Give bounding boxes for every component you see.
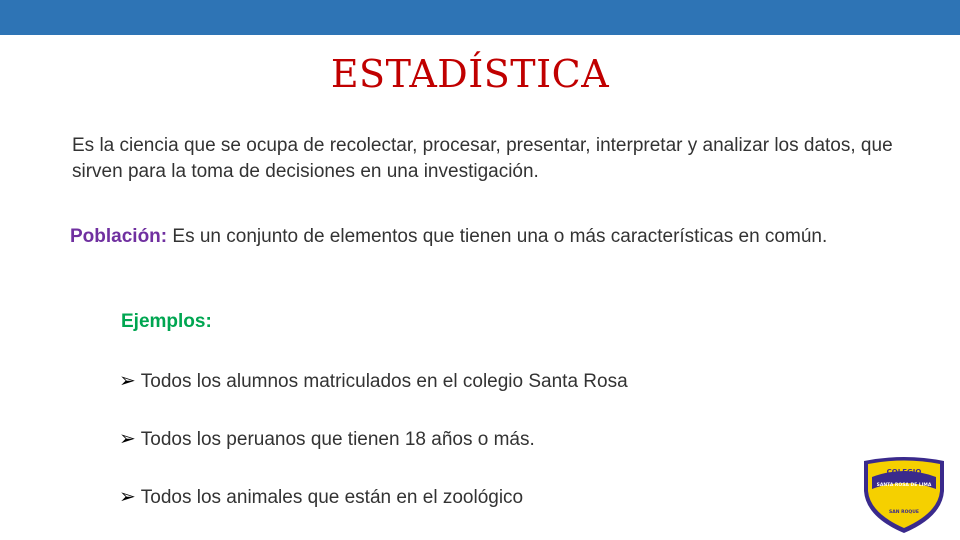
population-text: Es un conjunto de elementos que tienen una o más características en común. xyxy=(167,226,828,247)
school-crest-icon xyxy=(860,455,948,535)
definition-paragraph: Es la ciencia que se ocupa de recolectar, procesar, presentar, interpretar y analizar los datos, que sirven para la toma de decisiones en una investigación. xyxy=(72,135,893,182)
crest-text-mid: SANTA ROSA DE LIMA xyxy=(876,483,932,488)
arrow-bullet-icon: ➢ xyxy=(119,486,136,508)
arrow-bullet-icon: ➢ xyxy=(119,370,136,392)
slide-title: ESTADÍSTICA xyxy=(330,52,610,96)
example-item xyxy=(119,484,523,509)
population-paragraph xyxy=(70,224,900,250)
example-item xyxy=(119,426,535,451)
examples-title: Ejemplos: xyxy=(121,311,212,332)
crest-text-bottom: SAN ROQUE xyxy=(889,510,919,515)
crest-text-top: COLEGIO xyxy=(886,468,922,476)
example-text: Todos los peruanos que tienen 18 años o más. xyxy=(140,429,535,450)
population-label: Población: xyxy=(70,226,168,247)
example-text: Todos los animales que están en el zoológico xyxy=(140,487,524,508)
top-accent-bar xyxy=(0,0,960,35)
arrow-bullet-icon: ➢ xyxy=(119,428,136,450)
example-text: Todos los alumnos matriculados en el colegio Santa Rosa xyxy=(140,371,628,392)
example-item xyxy=(119,368,628,393)
